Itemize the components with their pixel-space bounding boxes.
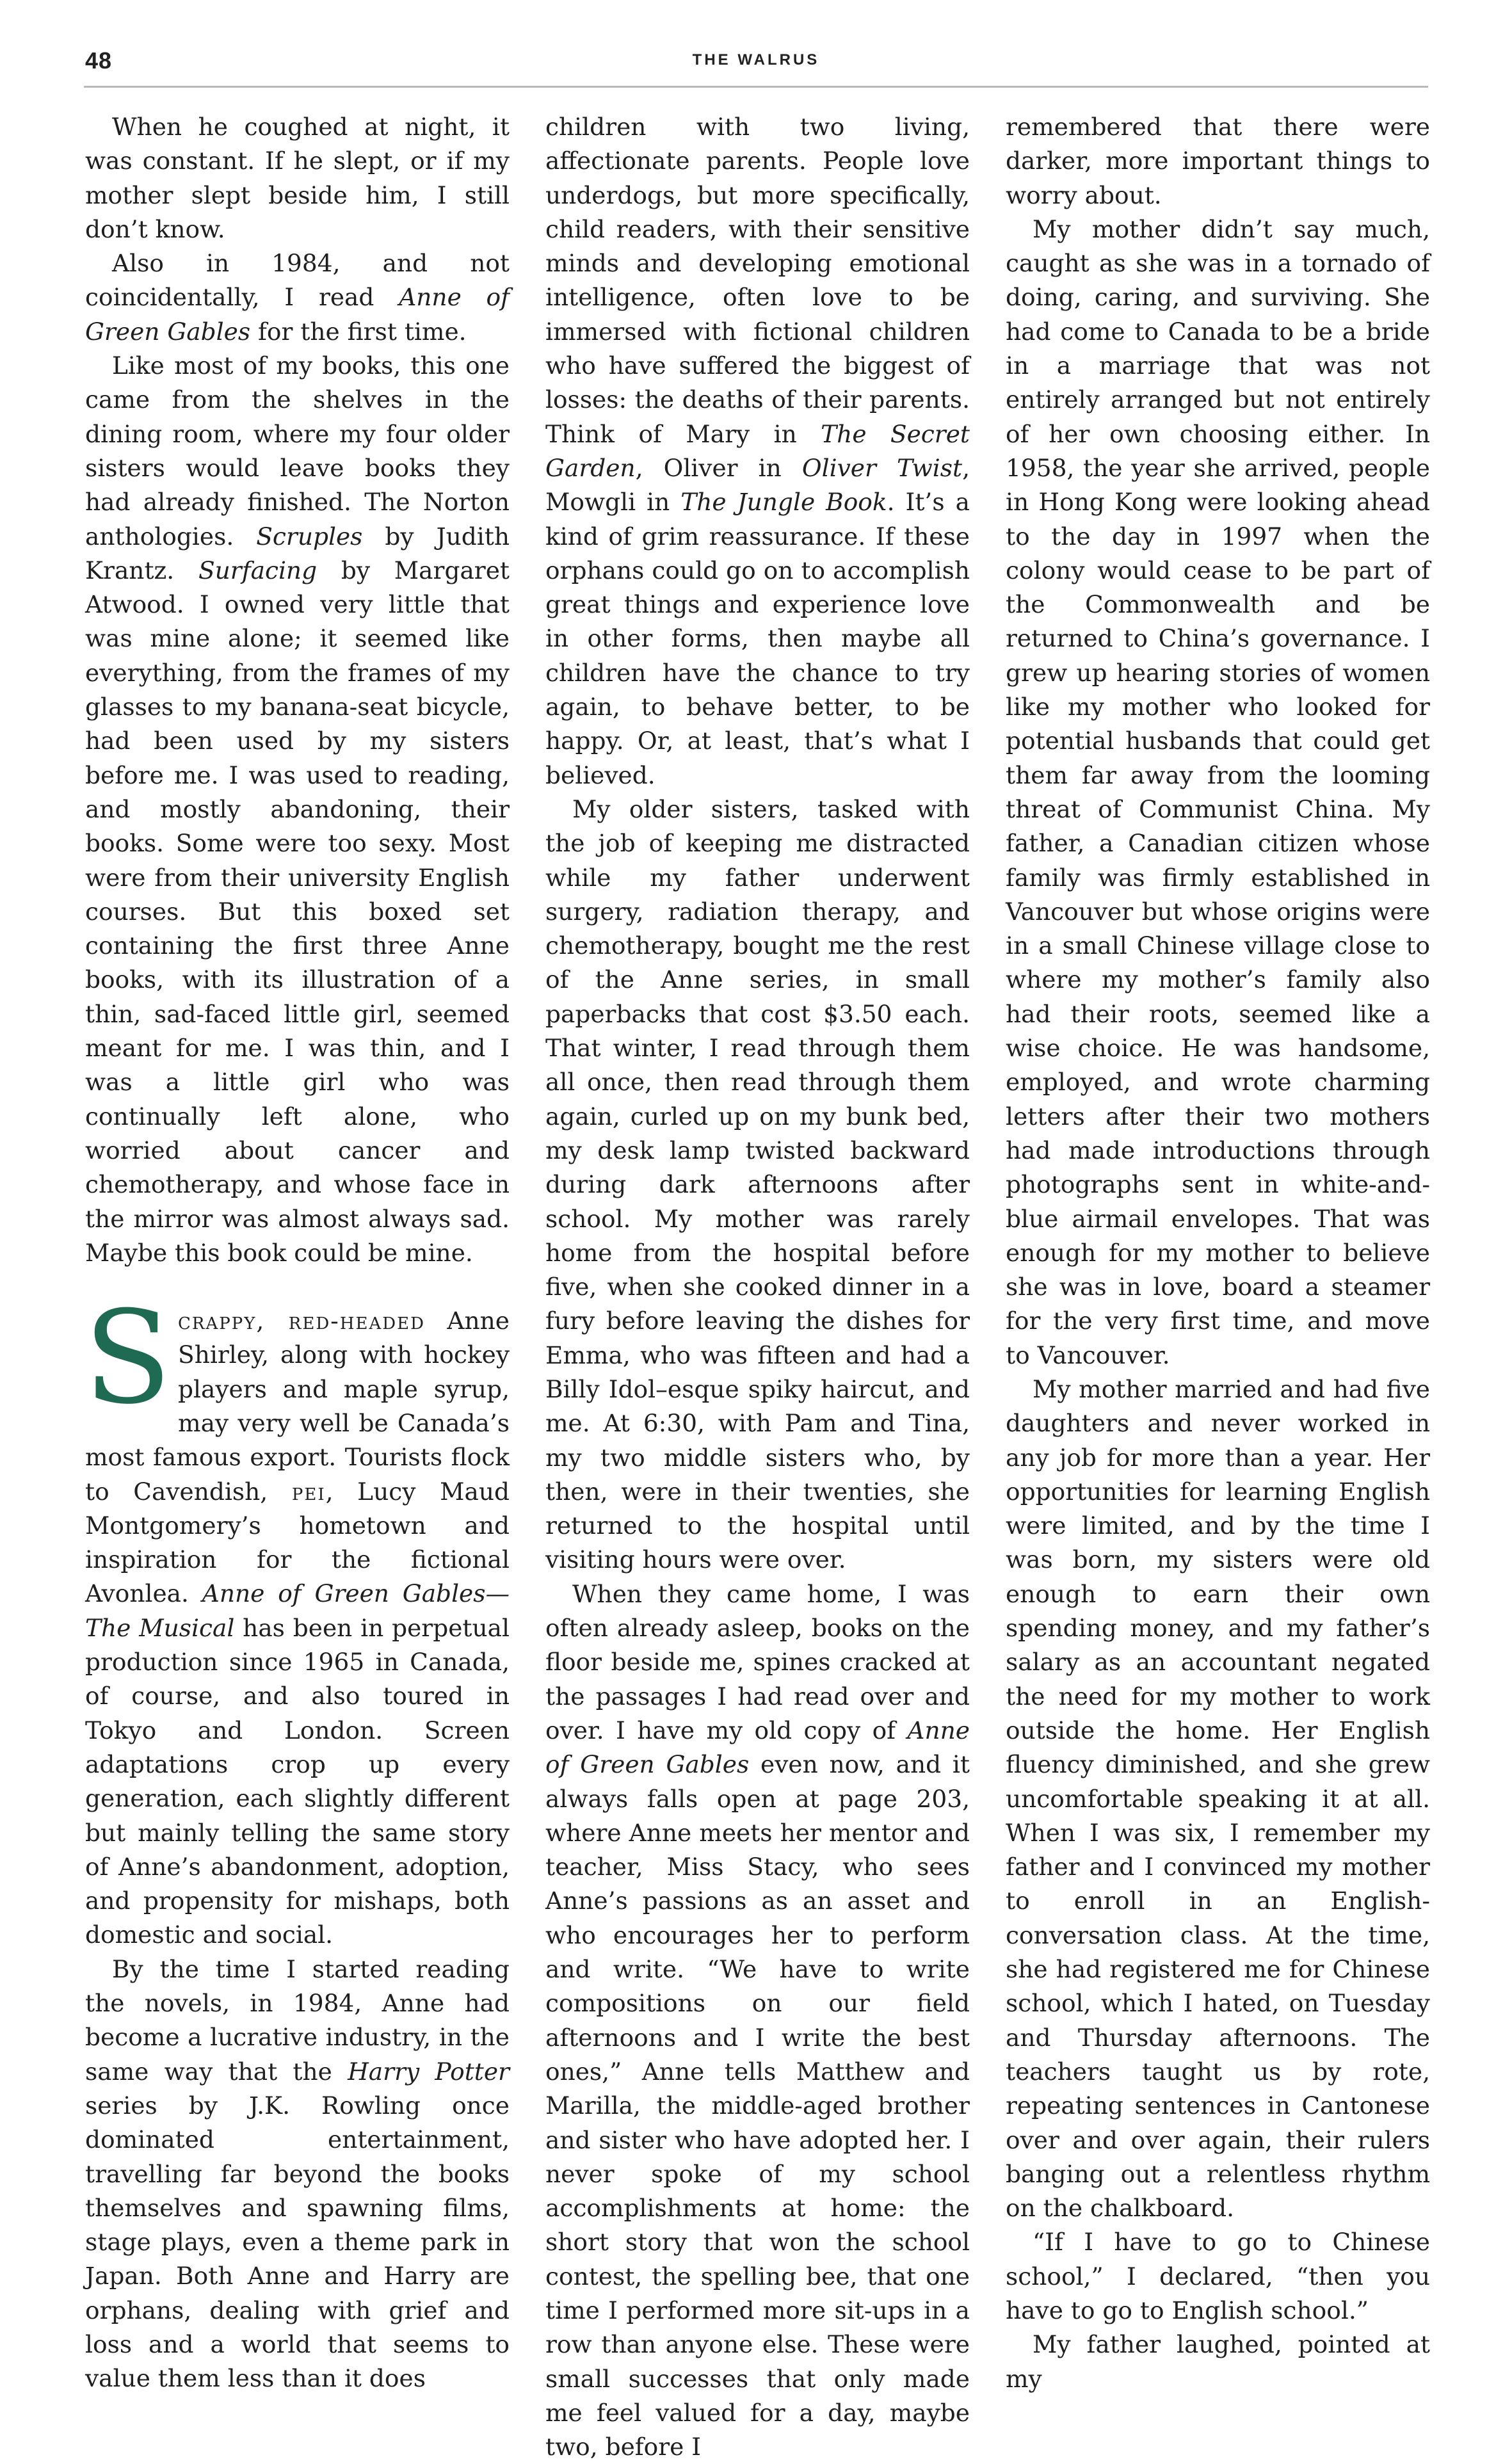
book-title: Anne of Green Gables—The Musical	[85, 1579, 510, 1642]
page-header	[84, 47, 1428, 88]
text-column-1	[85, 110, 510, 2396]
paragraph: remembered that there were darker, more important things to worry about.	[1006, 113, 1430, 209]
section-opening-paragraph: Scrappy, red-headed Anne Shirley, along with hockey players and maple syrup, may very well be Canada’s most famous export. Tourists flock to Cavendish, pei, Lucy Maud Montgomery’s hometown and inspiration for the fictional Avonlea. Anne of Green Gables—The Musical has been in perpetual production since 1965 in Canada, of course, and also toured in Tokyo and London. Screen adaptations crop up every generation, each slightly different but mainly telling the same story of Anne’s abandonment, adoption, and propensity for mishaps, both domestic and social.	[84, 1284, 510, 1949]
paragraph: My mother didn’t say much, caught as she was in a tornado of doing, caring, and surviving. She had come to Canada to be a bride in a marriage that was not entirely arranged but not entirely of her own choosing either. In 1958, the year she arrived, people in Hong Kong were looking ahead to the day in 1997 when the colony would cease to be part of the Commonwealth and be returned to China’s governance. I grew up hearing stories of women like my mother who looked for potential husbands that could get them far away from the looming threat of Communist China. My father, a Canadian citizen whose family was firmly established in Vancouver but whose origins were in a small Chinese village close to where my mother’s family also had their roots, seemed like a wise choice. He was handsome, employed, and wrote charming letters after their two mothers had made introductions through photographs sent in white-and-blue airmail envelopes. That was enough for my mother to believe she was in love, board a steamer for the very first time, and move to Vancouver.	[1006, 214, 1430, 1369]
book-title: Harry Potter	[348, 2057, 510, 2086]
paragraph: Like most of my books, this one came from the shelves in the dining room, where my four older sisters would leave books they had already finished. The Norton anthologies. Scruples by Judith Krantz. Surfacing by Margaret Atwood. I owned very little that was mine alone; it seemed like everything, from the frames of my glasses to my banana-seat bicycle, had been used by my sisters before me. I was used to reading, and mostly abandoning, their books. Some were too sexy. Most were from their university English courses. But this boxed set containing the first three Anne books, with its illustration of a thin, sad-faced little girl, seemed meant for me. I was thin, and I was a little girl who was continually left alone, who worried about cancer and chemotherapy, and whose face in the mirror was almost always sad. Maybe this book could be mine.	[85, 351, 510, 1267]
text-column-2	[545, 110, 970, 2464]
paragraph: My mother married and had five daughters and never worked in any job for more than a year. Her opportunities for learning English were limited, and by the time I was born, my sisters were old enough to earn their own spending money, and my father’s salary as an accountant negated the need for my mother to work outside the home. Her English fluency diminished, and she grew uncomfortable speaking it at all. When I was six, I remember my father and I convinced my mother to enroll in an English-conversation class. At the time, she had registered me for Chinese school, which I hated, on Tuesday and Thursday afternoons. The teachers taught us by rote, repeating sentences in Cantonese over and over again, their rulers banging out a relentless rhythm on the chalkboard.	[1006, 1374, 1430, 2223]
book-title: The Jungle Book	[680, 488, 887, 517]
book-title: The Secret Garden	[545, 419, 970, 482]
book-title: Anne of Green Gables	[85, 283, 510, 346]
text-column-3	[1006, 110, 1430, 2396]
paragraph: When he coughed at night, it was constant. If he slept, or if my mother slept beside him, I still don’t know.	[85, 113, 510, 243]
paragraph: When they came home, I was often already asleep, books on the floor beside me, spines cracked at the passages I had read over and over. I have my old copy of Anne of Green Gables even now, and it always falls open at page 203, where Anne meets her mentor and teacher, Miss Stacy, who sees Anne’s passions as an asset and who encourages her to perform and write. “We have to write compositions on our field afternoons and I write the best ones,” Anne tells Matthew and Marilla, the middle-aged brother and sister who have adopted her. I never spoke of my school accomplishments at home: the short story that won the school contest, the spelling bee, that one time I performed more sit-ups in a row than anyone else. These were small successes that only made me feel valued for a day, maybe two, before I	[545, 1579, 970, 2461]
paragraph: My father laughed, pointed at my	[1006, 2330, 1430, 2393]
book-title: Oliver Twist	[801, 453, 963, 482]
paragraph: Also in 1984, and not coincidentally, I read Anne of Green Gables for the first time.	[85, 249, 510, 346]
book-title: Anne of Green Gables	[545, 1716, 970, 1779]
magazine-title: THE WALRUS	[692, 51, 820, 68]
paragraph: children with two living, affectionate parents. People love underdogs, but more specifically, child readers, with their sensitive minds and developing emotional intelligence, often love to be immersed with fictional children who have suffered the biggest of losses: the deaths of their parents. Think of Mary in The Secret Garden, Oliver in Oliver Twist, Mowgli in The Jungle Book. It’s a kind of grim reassurance. If these orphans could go on to accomplish great things and experience love in other forms, then maybe all children have the chance to try again, to behave better, to be happy. Or, at least, that’s what I believed.	[545, 113, 970, 789]
drop-cap: S	[84, 1284, 172, 1433]
paragraph: My older sisters, tasked with the job of keeping me distracted while my father underwent surgery, radiation therapy, and chemotherapy, bought me the rest of the Anne series, in small paperbacks that cost $3.50 each. That winter, I read through them all once, then read through them again, curled up on my bunk bed, my desk lamp twisted backward during dark afternoons after school. My mother was rarely home from the hospital before five, when she cooked dinner in a fury before leaving the dishes for Emma, who was fifteen and had a Billy Idol–esque spiky haircut, and me. At 6:30, with Pam and Tina, my two middle sisters who, by then, were in their twenties, she returned to the hospital until visiting hours were over.	[545, 794, 970, 1574]
page-number: 48	[85, 47, 113, 74]
paragraph: By the time I started reading the novels, in 1984, Anne had become a lucrative industry, in the same way that the Harry Potter series by J.K. Rowling once dominated entertainment, travelling far beyond the books themselves and spawning films, stage plays, even a theme park in Japan. Both Anne and Harry are orphans, dealing with grief and loss and a world that seems to value them less than it does	[85, 1954, 510, 2393]
paragraph: “If I have to go to Chinese school,” I declared, “then you have to go to English school.”	[1006, 2228, 1430, 2324]
book-title: Scruples	[256, 522, 363, 551]
small-caps-lead: crappy, red-headed	[178, 1307, 425, 1335]
book-title: Surfacing	[198, 556, 318, 584]
